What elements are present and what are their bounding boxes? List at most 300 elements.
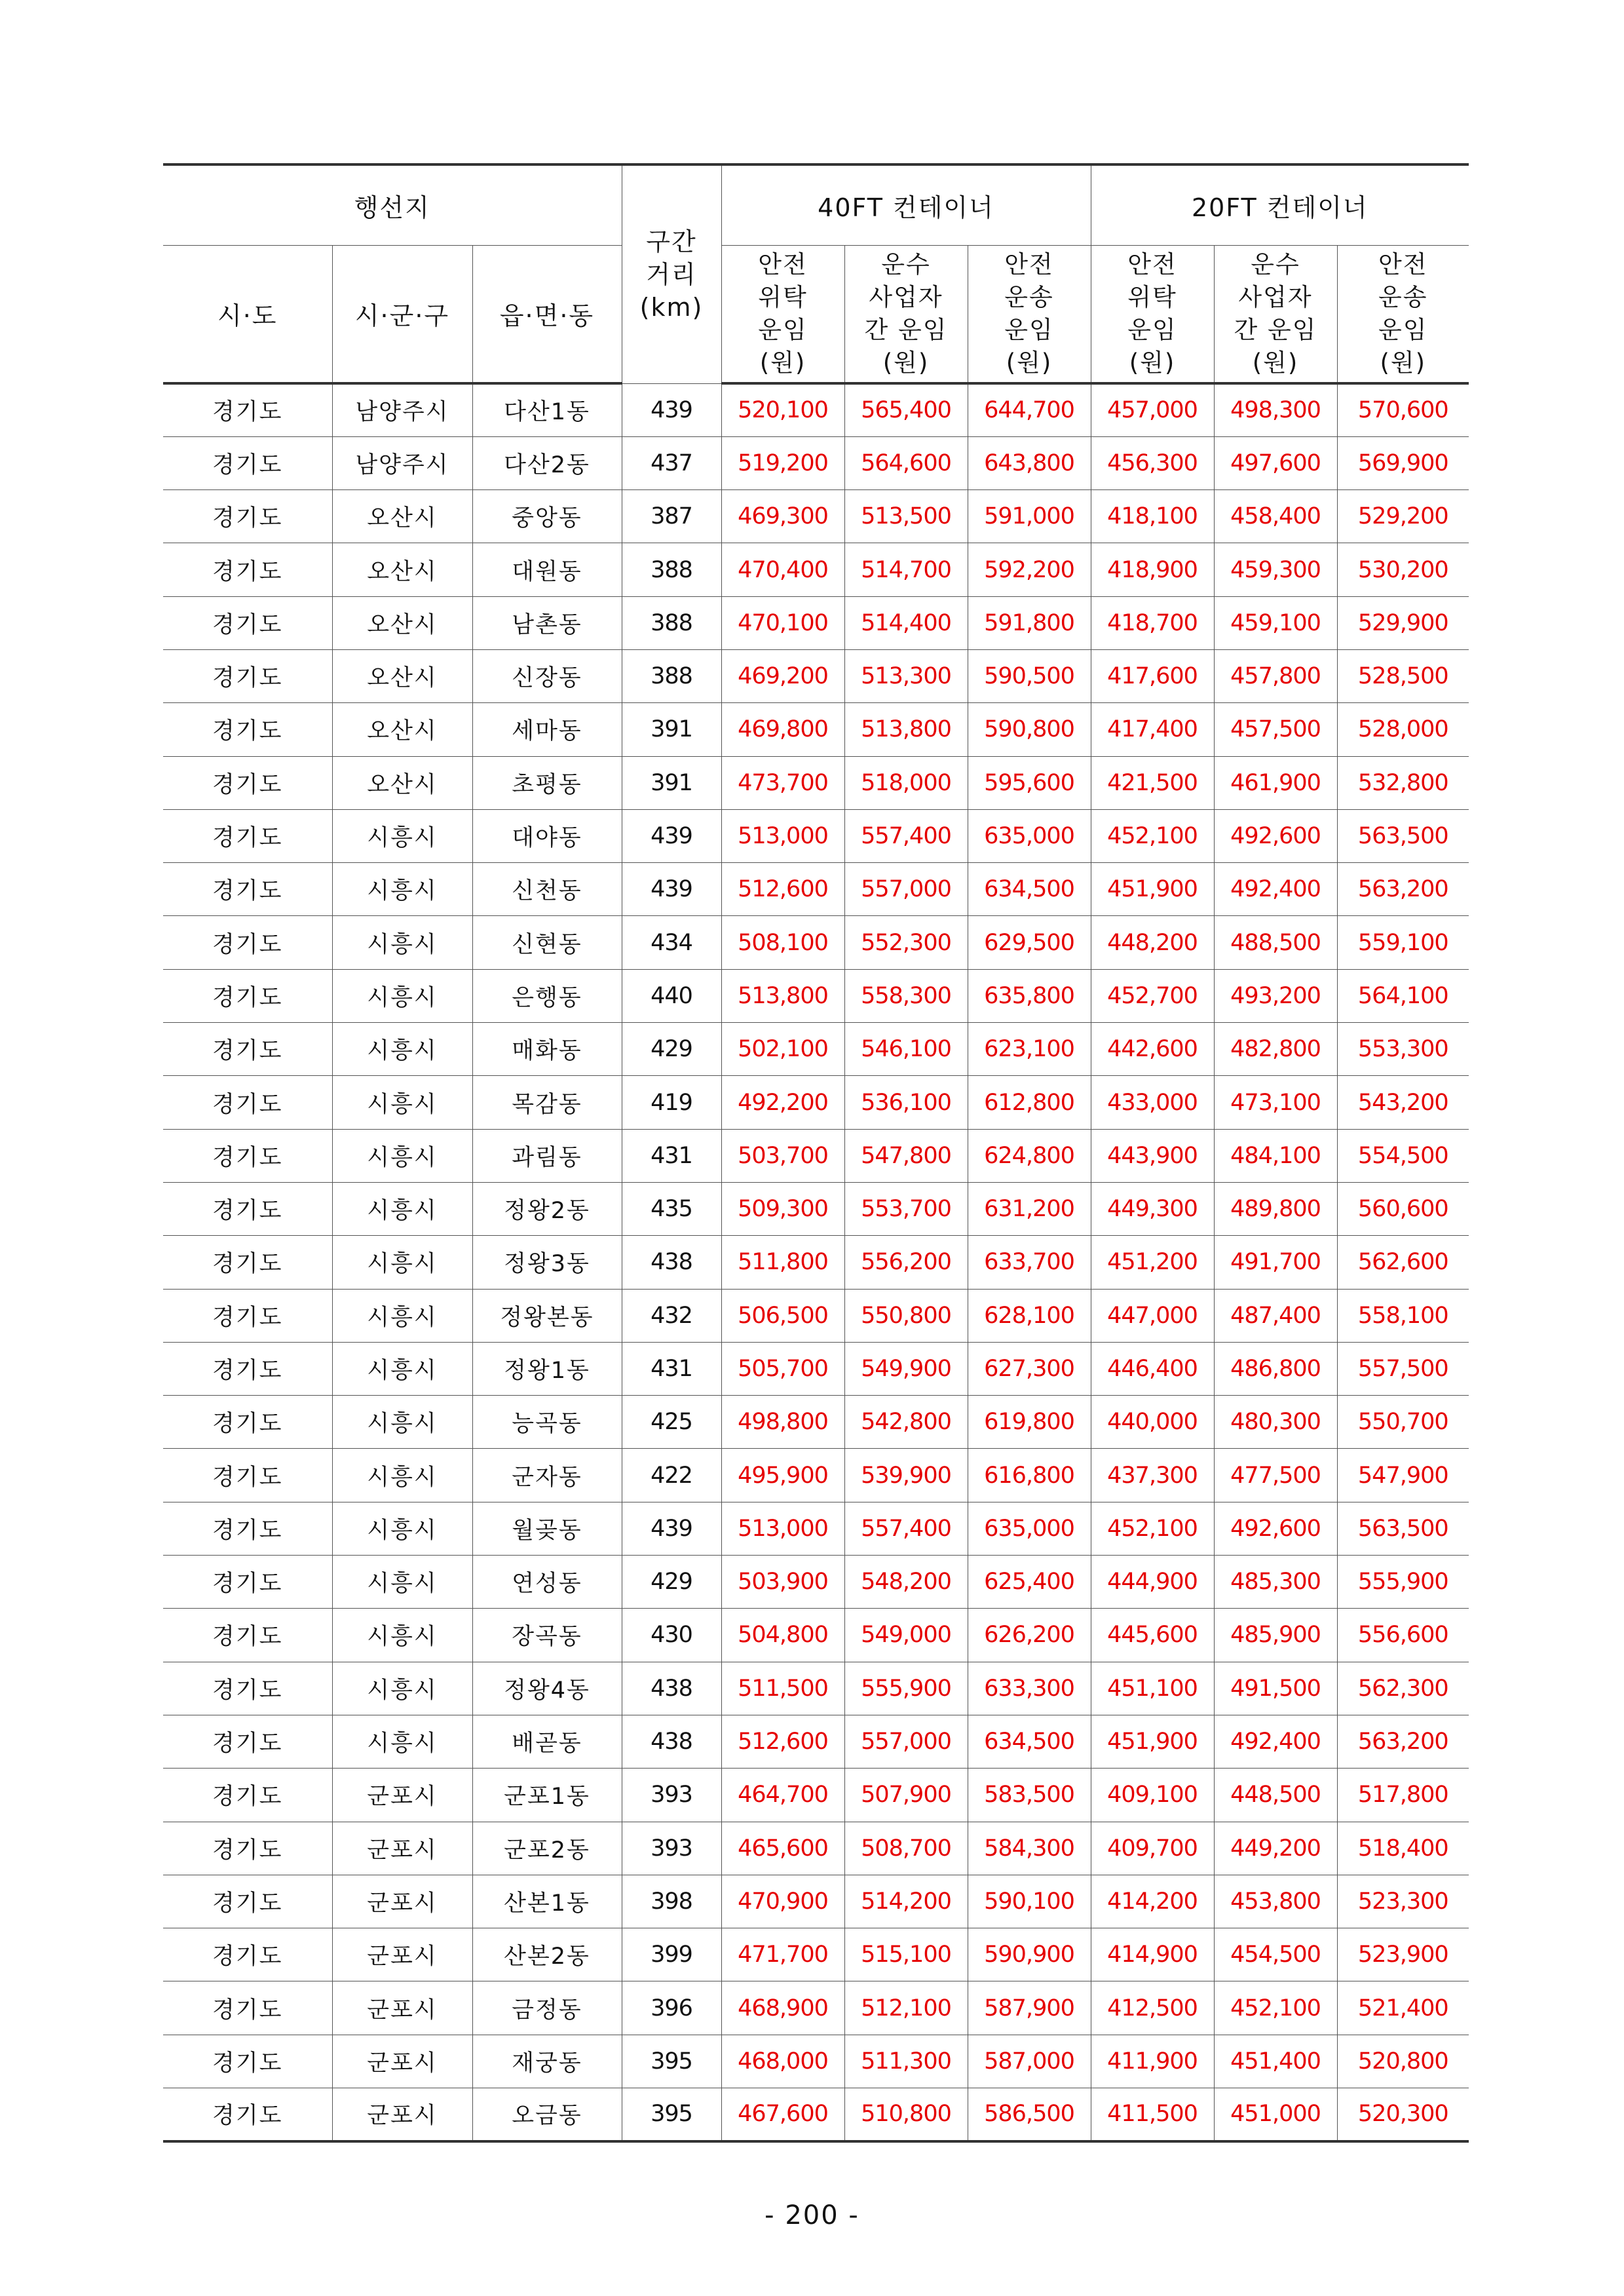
cell-eupmyeondong: 군포1동: [472, 1769, 622, 1822]
header-40ft-container: 40FT 컨테이너: [721, 164, 1091, 245]
cell-40ft-safety-transport-rate: 616,800: [968, 1449, 1091, 1502]
cell-20ft-safety-transport-rate: 553,300: [1337, 1023, 1469, 1076]
cell-40ft-carrier-rate: 557,400: [844, 1502, 968, 1555]
cell-distance: 395: [622, 2088, 721, 2141]
cell-20ft-carrier-rate: 448,500: [1214, 1769, 1337, 1822]
cell-20ft-safety-transport-rate: 558,100: [1337, 1289, 1469, 1342]
table-row: [163, 1236, 1469, 1289]
cell-40ft-safety-consigned-rate: 470,400: [721, 543, 844, 596]
cell-40ft-safety-transport-rate: 583,500: [968, 1769, 1091, 1822]
cell-sigungu: 시흥시: [332, 1129, 472, 1182]
cell-40ft-carrier-rate: 514,700: [844, 543, 968, 596]
cell-40ft-safety-transport-rate: 590,800: [968, 703, 1091, 756]
cell-20ft-safety-transport-rate: 530,200: [1337, 543, 1469, 596]
cell-20ft-safety-consigned-rate: 451,900: [1091, 863, 1214, 916]
cell-eupmyeondong: 목감동: [472, 1076, 622, 1129]
cell-eupmyeondong: 초평동: [472, 756, 622, 809]
table-row: [163, 863, 1469, 916]
cell-20ft-safety-consigned-rate: 446,400: [1091, 1342, 1214, 1395]
cell-20ft-safety-transport-rate: 543,200: [1337, 1076, 1469, 1129]
cell-sigungu: 군포시: [332, 1928, 472, 1981]
cell-sido: 경기도: [163, 490, 332, 543]
cell-40ft-carrier-rate: 556,200: [844, 1236, 968, 1289]
cell-20ft-carrier-rate: 452,100: [1214, 1981, 1337, 2035]
cell-sigungu: 시흥시: [332, 969, 472, 1022]
table-row: [163, 2035, 1469, 2088]
cell-sido: 경기도: [163, 1928, 332, 1981]
cell-eupmyeondong: 금정동: [472, 1981, 622, 2035]
cell-distance: 439: [622, 863, 721, 916]
cell-distance: 388: [622, 543, 721, 596]
cell-eupmyeondong: 군자동: [472, 1449, 622, 1502]
cell-sigungu: 시흥시: [332, 1289, 472, 1342]
cell-20ft-safety-transport-rate: 520,300: [1337, 2088, 1469, 2141]
table-row: [163, 1023, 1469, 1076]
cell-40ft-safety-transport-rate: 633,700: [968, 1236, 1091, 1289]
cell-40ft-safety-transport-rate: 587,000: [968, 2035, 1091, 2088]
cell-40ft-safety-consigned-rate: 513,800: [721, 969, 844, 1022]
cell-40ft-carrier-rate: 565,400: [844, 383, 968, 436]
cell-40ft-carrier-rate: 513,500: [844, 490, 968, 543]
cell-20ft-carrier-rate: 491,500: [1214, 1662, 1337, 1715]
cell-sido: 경기도: [163, 1289, 332, 1342]
cell-20ft-carrier-rate: 492,400: [1214, 863, 1337, 916]
header-row-columns: [163, 245, 1469, 383]
cell-sido: 경기도: [163, 1129, 332, 1182]
cell-distance: 429: [622, 1556, 721, 1609]
cell-40ft-safety-consigned-rate: 520,100: [721, 383, 844, 436]
cell-sido: 경기도: [163, 1556, 332, 1609]
cell-20ft-safety-consigned-rate: 409,700: [1091, 1822, 1214, 1875]
cell-20ft-carrier-rate: 473,100: [1214, 1076, 1337, 1129]
cell-20ft-safety-transport-rate: 563,200: [1337, 1715, 1469, 1768]
table-row: [163, 596, 1469, 649]
cell-distance: 425: [622, 1396, 721, 1449]
cell-20ft-carrier-rate: 457,800: [1214, 649, 1337, 702]
cell-40ft-safety-consigned-rate: 508,100: [721, 916, 844, 969]
table-row: [163, 703, 1469, 756]
cell-20ft-safety-consigned-rate: 442,600: [1091, 1023, 1214, 1076]
cell-20ft-safety-transport-rate: 562,300: [1337, 1662, 1469, 1715]
header-20ft-carrier-rate: 운수 사업자 간 운임 (원): [1214, 245, 1337, 383]
table-row: [163, 649, 1469, 702]
cell-40ft-safety-transport-rate: 643,800: [968, 436, 1091, 489]
cell-40ft-safety-consigned-rate: 469,800: [721, 703, 844, 756]
cell-eupmyeondong: 신장동: [472, 649, 622, 702]
table-row: [163, 756, 1469, 809]
cell-distance: 438: [622, 1662, 721, 1715]
cell-20ft-safety-consigned-rate: 421,500: [1091, 756, 1214, 809]
cell-40ft-carrier-rate: 550,800: [844, 1289, 968, 1342]
cell-20ft-safety-transport-rate: 559,100: [1337, 916, 1469, 969]
cell-eupmyeondong: 다산2동: [472, 436, 622, 489]
cell-40ft-safety-consigned-rate: 470,900: [721, 1875, 844, 1928]
cell-20ft-safety-transport-rate: 564,100: [1337, 969, 1469, 1022]
cell-20ft-safety-consigned-rate: 447,000: [1091, 1289, 1214, 1342]
header-20ft-container: 20FT 컨테이너: [1091, 164, 1469, 245]
cell-40ft-safety-transport-rate: 592,200: [968, 543, 1091, 596]
cell-sido: 경기도: [163, 1769, 332, 1822]
cell-sido: 경기도: [163, 1449, 332, 1502]
cell-40ft-carrier-rate: 513,800: [844, 703, 968, 756]
cell-40ft-carrier-rate: 546,100: [844, 1023, 968, 1076]
table-row: [163, 1662, 1469, 1715]
cell-20ft-carrier-rate: 484,100: [1214, 1129, 1337, 1182]
cell-40ft-safety-transport-rate: 595,600: [968, 756, 1091, 809]
cell-20ft-safety-consigned-rate: 452,100: [1091, 809, 1214, 862]
cell-distance: 395: [622, 2035, 721, 2088]
cell-40ft-safety-transport-rate: 627,300: [968, 1342, 1091, 1395]
cell-20ft-carrier-rate: 482,800: [1214, 1023, 1337, 1076]
cell-20ft-safety-consigned-rate: 440,000: [1091, 1396, 1214, 1449]
cell-sido: 경기도: [163, 1875, 332, 1928]
cell-eupmyeondong: 장곡동: [472, 1609, 622, 1662]
cell-20ft-safety-consigned-rate: 437,300: [1091, 1449, 1214, 1502]
cell-20ft-safety-transport-rate: 523,300: [1337, 1875, 1469, 1928]
cell-40ft-carrier-rate: 515,100: [844, 1928, 968, 1981]
cell-eupmyeondong: 정왕4동: [472, 1662, 622, 1715]
cell-40ft-safety-consigned-rate: 509,300: [721, 1182, 844, 1235]
cell-20ft-safety-transport-rate: 563,200: [1337, 863, 1469, 916]
cell-eupmyeondong: 매화동: [472, 1023, 622, 1076]
cell-40ft-carrier-rate: 548,200: [844, 1556, 968, 1609]
cell-40ft-carrier-rate: 558,300: [844, 969, 968, 1022]
cell-40ft-carrier-rate: 514,400: [844, 596, 968, 649]
cell-sido: 경기도: [163, 1715, 332, 1768]
cell-40ft-safety-transport-rate: 634,500: [968, 1715, 1091, 1768]
table-row: [163, 1875, 1469, 1928]
cell-sido: 경기도: [163, 2035, 332, 2088]
cell-sigungu: 오산시: [332, 649, 472, 702]
cell-40ft-safety-consigned-rate: 468,000: [721, 2035, 844, 2088]
table-body: [163, 383, 1469, 2141]
cell-distance: 388: [622, 649, 721, 702]
cell-20ft-safety-consigned-rate: 418,700: [1091, 596, 1214, 649]
cell-sigungu: 오산시: [332, 543, 472, 596]
cell-20ft-safety-consigned-rate: 456,300: [1091, 436, 1214, 489]
cell-sido: 경기도: [163, 1342, 332, 1395]
cell-distance: 393: [622, 1769, 721, 1822]
cell-20ft-safety-transport-rate: 557,500: [1337, 1342, 1469, 1395]
cell-sido: 경기도: [163, 1662, 332, 1715]
cell-sido: 경기도: [163, 703, 332, 756]
cell-distance: 429: [622, 1023, 721, 1076]
cell-20ft-safety-transport-rate: 547,900: [1337, 1449, 1469, 1502]
cell-sido: 경기도: [163, 1076, 332, 1129]
header-40ft-safety-consigned-rate: 안전 위탁 운임 (원): [721, 245, 844, 383]
cell-40ft-safety-consigned-rate: 495,900: [721, 1449, 844, 1502]
cell-20ft-carrier-rate: 487,400: [1214, 1289, 1337, 1342]
cell-sido: 경기도: [163, 1023, 332, 1076]
cell-sigungu: 남양주시: [332, 383, 472, 436]
cell-sido: 경기도: [163, 436, 332, 489]
cell-40ft-carrier-rate: 553,700: [844, 1182, 968, 1235]
cell-20ft-carrier-rate: 459,100: [1214, 596, 1337, 649]
cell-40ft-safety-transport-rate: 625,400: [968, 1556, 1091, 1609]
cell-40ft-safety-transport-rate: 586,500: [968, 2088, 1091, 2141]
cell-20ft-safety-consigned-rate: 457,000: [1091, 383, 1214, 436]
cell-sigungu: 시흥시: [332, 1396, 472, 1449]
cell-40ft-safety-transport-rate: 587,900: [968, 1981, 1091, 2035]
cell-20ft-safety-transport-rate: 520,800: [1337, 2035, 1469, 2088]
cell-20ft-safety-transport-rate: 518,400: [1337, 1822, 1469, 1875]
cell-20ft-carrier-rate: 488,500: [1214, 916, 1337, 969]
cell-sido: 경기도: [163, 809, 332, 862]
table-row: [163, 969, 1469, 1022]
cell-20ft-safety-transport-rate: 555,900: [1337, 1556, 1469, 1609]
cell-40ft-safety-transport-rate: 624,800: [968, 1129, 1091, 1182]
cell-20ft-safety-consigned-rate: 433,000: [1091, 1076, 1214, 1129]
cell-sigungu: 시흥시: [332, 1023, 472, 1076]
cell-40ft-carrier-rate: 557,000: [844, 1715, 968, 1768]
cell-20ft-safety-transport-rate: 554,500: [1337, 1129, 1469, 1182]
cell-20ft-safety-consigned-rate: 451,100: [1091, 1662, 1214, 1715]
cell-40ft-safety-consigned-rate: 492,200: [721, 1076, 844, 1129]
cell-sigungu: 시흥시: [332, 916, 472, 969]
cell-40ft-carrier-rate: 514,200: [844, 1875, 968, 1928]
cell-40ft-safety-transport-rate: 644,700: [968, 383, 1091, 436]
cell-20ft-safety-transport-rate: 563,500: [1337, 809, 1469, 862]
cell-distance: 391: [622, 703, 721, 756]
cell-sido: 경기도: [163, 916, 332, 969]
cell-distance: 439: [622, 809, 721, 862]
table-row: [163, 1182, 1469, 1235]
cell-sigungu: 오산시: [332, 703, 472, 756]
cell-sigungu: 시흥시: [332, 1342, 472, 1395]
cell-20ft-safety-consigned-rate: 448,200: [1091, 916, 1214, 969]
cell-20ft-carrier-rate: 459,300: [1214, 543, 1337, 596]
cell-20ft-safety-consigned-rate: 452,100: [1091, 1502, 1214, 1555]
cell-distance: 437: [622, 436, 721, 489]
cell-20ft-carrier-rate: 451,000: [1214, 2088, 1337, 2141]
cell-20ft-carrier-rate: 486,800: [1214, 1342, 1337, 1395]
cell-distance: 387: [622, 490, 721, 543]
cell-40ft-carrier-rate: 557,400: [844, 809, 968, 862]
cell-40ft-carrier-rate: 557,000: [844, 863, 968, 916]
cell-eupmyeondong: 정왕본동: [472, 1289, 622, 1342]
cell-20ft-carrier-rate: 457,500: [1214, 703, 1337, 756]
cell-40ft-safety-transport-rate: 590,500: [968, 649, 1091, 702]
cell-eupmyeondong: 과림동: [472, 1129, 622, 1182]
cell-eupmyeondong: 은행동: [472, 969, 622, 1022]
cell-40ft-carrier-rate: 512,100: [844, 1981, 968, 2035]
cell-sigungu: 시흥시: [332, 809, 472, 862]
cell-40ft-carrier-rate: 542,800: [844, 1396, 968, 1449]
cell-eupmyeondong: 정왕1동: [472, 1342, 622, 1395]
cell-40ft-safety-consigned-rate: 504,800: [721, 1609, 844, 1662]
cell-20ft-carrier-rate: 492,400: [1214, 1715, 1337, 1768]
table-row: [163, 490, 1469, 543]
table-row: [163, 1769, 1469, 1822]
cell-distance: 388: [622, 596, 721, 649]
cell-40ft-carrier-rate: 547,800: [844, 1129, 968, 1182]
cell-distance: 399: [622, 1928, 721, 1981]
header-sigungu: 시·군·구: [332, 245, 472, 383]
cell-40ft-safety-transport-rate: 629,500: [968, 916, 1091, 969]
cell-sigungu: 군포시: [332, 1769, 472, 1822]
cell-40ft-safety-transport-rate: 612,800: [968, 1076, 1091, 1129]
cell-sido: 경기도: [163, 649, 332, 702]
cell-20ft-safety-transport-rate: 532,800: [1337, 756, 1469, 809]
cell-sigungu: 시흥시: [332, 1556, 472, 1609]
cell-sigungu: 군포시: [332, 1822, 472, 1875]
cell-sigungu: 오산시: [332, 596, 472, 649]
cell-eupmyeondong: 산본2동: [472, 1928, 622, 1981]
cell-40ft-carrier-rate: 552,300: [844, 916, 968, 969]
cell-distance: 430: [622, 1609, 721, 1662]
cell-20ft-carrier-rate: 461,900: [1214, 756, 1337, 809]
page-number: - 200 -: [765, 2200, 859, 2230]
cell-40ft-safety-transport-rate: 591,800: [968, 596, 1091, 649]
cell-20ft-carrier-rate: 451,400: [1214, 2035, 1337, 2088]
cell-40ft-safety-transport-rate: 635,000: [968, 809, 1091, 862]
header-40ft-carrier-rate: 운수 사업자 간 운임 (원): [844, 245, 968, 383]
cell-40ft-carrier-rate: 564,600: [844, 436, 968, 489]
cell-eupmyeondong: 세마동: [472, 703, 622, 756]
cell-40ft-carrier-rate: 555,900: [844, 1662, 968, 1715]
cell-40ft-carrier-rate: 507,900: [844, 1769, 968, 1822]
cell-20ft-safety-consigned-rate: 411,500: [1091, 2088, 1214, 2141]
cell-20ft-safety-consigned-rate: 445,600: [1091, 1609, 1214, 1662]
cell-distance: 435: [622, 1182, 721, 1235]
header-20ft-safety-transport-rate: 안전 운송 운임 (원): [1337, 245, 1469, 383]
cell-sido: 경기도: [163, 863, 332, 916]
cell-distance: 419: [622, 1076, 721, 1129]
cell-40ft-carrier-rate: 518,000: [844, 756, 968, 809]
cell-distance: 391: [622, 756, 721, 809]
cell-sigungu: 시흥시: [332, 1236, 472, 1289]
cell-eupmyeondong: 능곡동: [472, 1396, 622, 1449]
table-row: [163, 1289, 1469, 1342]
cell-40ft-safety-consigned-rate: 469,300: [721, 490, 844, 543]
cell-eupmyeondong: 대야동: [472, 809, 622, 862]
table-row: [163, 809, 1469, 862]
cell-20ft-safety-consigned-rate: 417,600: [1091, 649, 1214, 702]
cell-40ft-safety-consigned-rate: 469,200: [721, 649, 844, 702]
cell-sigungu: 시흥시: [332, 1076, 472, 1129]
cell-40ft-safety-transport-rate: 628,100: [968, 1289, 1091, 1342]
cell-20ft-safety-consigned-rate: 452,700: [1091, 969, 1214, 1022]
cell-20ft-safety-transport-rate: 550,700: [1337, 1396, 1469, 1449]
table-row: [163, 1609, 1469, 1662]
cell-sigungu: 오산시: [332, 756, 472, 809]
cell-40ft-carrier-rate: 513,300: [844, 649, 968, 702]
cell-40ft-safety-transport-rate: 635,000: [968, 1502, 1091, 1555]
cell-20ft-safety-transport-rate: 528,000: [1337, 703, 1469, 756]
cell-20ft-safety-consigned-rate: 418,900: [1091, 543, 1214, 596]
table-row: [163, 1981, 1469, 2035]
cell-20ft-carrier-rate: 453,800: [1214, 1875, 1337, 1928]
cell-eupmyeondong: 정왕3동: [472, 1236, 622, 1289]
cell-40ft-safety-consigned-rate: 473,700: [721, 756, 844, 809]
cell-20ft-carrier-rate: 489,800: [1214, 1182, 1337, 1235]
cell-eupmyeondong: 중앙동: [472, 490, 622, 543]
cell-sido: 경기도: [163, 596, 332, 649]
header-row-groups: [163, 164, 1469, 245]
cell-40ft-carrier-rate: 539,900: [844, 1449, 968, 1502]
cell-sigungu: 시흥시: [332, 863, 472, 916]
cell-40ft-safety-consigned-rate: 513,000: [721, 1502, 844, 1555]
cell-eupmyeondong: 정왕2동: [472, 1182, 622, 1235]
cell-sigungu: 시흥시: [332, 1182, 472, 1235]
cell-sido: 경기도: [163, 1236, 332, 1289]
cell-eupmyeondong: 군포2동: [472, 1822, 622, 1875]
table-row: [163, 1715, 1469, 1768]
cell-20ft-safety-transport-rate: 556,600: [1337, 1609, 1469, 1662]
cell-20ft-safety-transport-rate: 570,600: [1337, 383, 1469, 436]
cell-distance: 434: [622, 916, 721, 969]
cell-sido: 경기도: [163, 969, 332, 1022]
cell-40ft-carrier-rate: 511,300: [844, 2035, 968, 2088]
cell-sigungu: 군포시: [332, 2088, 472, 2141]
table-row: [163, 436, 1469, 489]
cell-20ft-carrier-rate: 492,600: [1214, 1502, 1337, 1555]
cell-20ft-safety-consigned-rate: 449,300: [1091, 1182, 1214, 1235]
cell-eupmyeondong: 연성동: [472, 1556, 622, 1609]
cell-40ft-safety-transport-rate: 623,100: [968, 1023, 1091, 1076]
cell-eupmyeondong: 오금동: [472, 2088, 622, 2141]
cell-sigungu: 군포시: [332, 1875, 472, 1928]
cell-eupmyeondong: 신천동: [472, 863, 622, 916]
cell-20ft-safety-consigned-rate: 411,900: [1091, 2035, 1214, 2088]
header-distance: 구간 거리 (km): [622, 164, 721, 383]
cell-40ft-safety-consigned-rate: 468,900: [721, 1981, 844, 2035]
cell-sigungu: 오산시: [332, 490, 472, 543]
table-row: [163, 1556, 1469, 1609]
cell-eupmyeondong: 월곶동: [472, 1502, 622, 1555]
cell-sido: 경기도: [163, 1396, 332, 1449]
cell-20ft-safety-transport-rate: 560,600: [1337, 1182, 1469, 1235]
cell-20ft-safety-transport-rate: 517,800: [1337, 1769, 1469, 1822]
cell-distance: 438: [622, 1236, 721, 1289]
cell-40ft-safety-consigned-rate: 503,700: [721, 1129, 844, 1182]
cell-20ft-carrier-rate: 449,200: [1214, 1822, 1337, 1875]
cell-40ft-safety-transport-rate: 591,000: [968, 490, 1091, 543]
cell-sido: 경기도: [163, 2088, 332, 2141]
cell-40ft-safety-transport-rate: 626,200: [968, 1609, 1091, 1662]
cell-40ft-safety-consigned-rate: 512,600: [721, 1715, 844, 1768]
cell-distance: 439: [622, 383, 721, 436]
cell-20ft-safety-consigned-rate: 451,900: [1091, 1715, 1214, 1768]
cell-20ft-carrier-rate: 491,700: [1214, 1236, 1337, 1289]
cell-20ft-safety-transport-rate: 521,400: [1337, 1981, 1469, 2035]
cell-20ft-safety-consigned-rate: 451,200: [1091, 1236, 1214, 1289]
cell-eupmyeondong: 배곧동: [472, 1715, 622, 1768]
cell-20ft-carrier-rate: 492,600: [1214, 809, 1337, 862]
cell-20ft-carrier-rate: 485,900: [1214, 1609, 1337, 1662]
cell-20ft-safety-transport-rate: 529,900: [1337, 596, 1469, 649]
cell-20ft-safety-consigned-rate: 443,900: [1091, 1129, 1214, 1182]
cell-20ft-safety-transport-rate: 529,200: [1337, 490, 1469, 543]
cell-sido: 경기도: [163, 1502, 332, 1555]
cell-eupmyeondong: 재궁동: [472, 2035, 622, 2088]
cell-40ft-safety-transport-rate: 584,300: [968, 1822, 1091, 1875]
cell-20ft-safety-transport-rate: 523,900: [1337, 1928, 1469, 1981]
cell-eupmyeondong: 산본1동: [472, 1875, 622, 1928]
header-sido: 시·도: [163, 245, 332, 383]
table-row: [163, 1822, 1469, 1875]
header-40ft-safety-transport-rate: 안전 운송 운임 (원): [968, 245, 1091, 383]
cell-sido: 경기도: [163, 1822, 332, 1875]
cell-20ft-carrier-rate: 493,200: [1214, 969, 1337, 1022]
header-eupmyeondong: 읍·면·동: [472, 245, 622, 383]
cell-20ft-carrier-rate: 497,600: [1214, 436, 1337, 489]
cell-40ft-carrier-rate: 508,700: [844, 1822, 968, 1875]
cell-20ft-safety-consigned-rate: 414,900: [1091, 1928, 1214, 1981]
cell-sido: 경기도: [163, 1981, 332, 2035]
cell-40ft-safety-consigned-rate: 471,700: [721, 1928, 844, 1981]
cell-40ft-safety-transport-rate: 590,100: [968, 1875, 1091, 1928]
